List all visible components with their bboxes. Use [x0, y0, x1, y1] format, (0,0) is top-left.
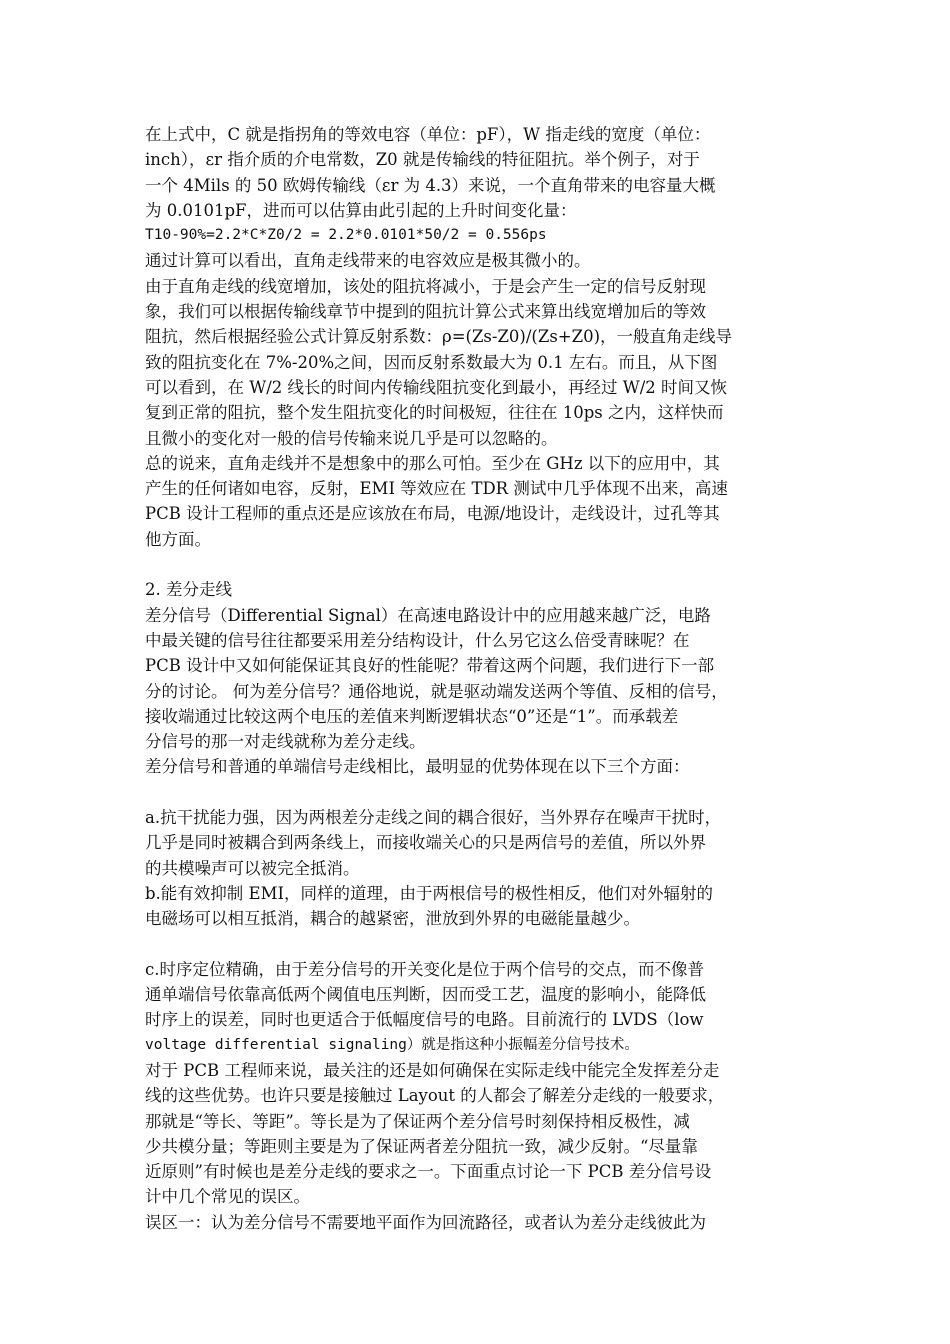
text-line: 差分信号和普通的单端信号走线相比，最明显的优势体现在以下三个方面： [145, 757, 690, 777]
text-line: 分信号的那一对走线就称为差分走线。 [145, 732, 426, 752]
text-line: 计中几个常见的误区。 [145, 1187, 310, 1207]
text-line: 他方面。 [145, 529, 211, 549]
text-line: 差分信号（Differential Signal）在高速电路设计中的应用越来越广泛，电路 [145, 605, 711, 625]
text-line: PCB 设计工程师的重点还是应该放在布局，电源/地设计，走线设计，过孔等其 [145, 504, 720, 524]
document-page [145, 122, 825, 1235]
text-line: 通过计算可以看出，直角走线带来的电容效应是极其微小的。 [145, 251, 591, 271]
text-line: 中最关键的信号往往都要采用差分结构设计，什么另它这么倍受青睐呢？在 [145, 630, 690, 650]
text-line: 由于直角走线的线宽增加，该处的阻抗将减小，于是会产生一定的信号反射现 [145, 276, 706, 296]
section-right-angle-trace [145, 122, 825, 552]
text-line: 阻抗，然后根据经验公式计算反射系数：ρ=(Zs-Z0)/(Zs+Z0)，一般直角走线导 [145, 327, 733, 347]
text-line: 分的讨论。 何为差分信号？通俗地说，就是驱动端发送两个等值、反相的信号， [145, 681, 728, 701]
formula-line: T10-90%=2.2*C*Z0/2 = 2.2*0.0101*50/2 = 0.556ps [145, 227, 547, 244]
blank-line [145, 780, 825, 805]
advantage-a [145, 805, 825, 881]
text-line: 的共模噪声可以被完全抵消。 [145, 858, 360, 878]
section-heading: 2. 差分走线 [145, 580, 232, 600]
text-line: c.时序定位精确，由于差分信号的开关变化是位于两个信号的交点，而不像普 [145, 959, 704, 979]
blank-line [145, 932, 825, 957]
text-line: a.抗干扰能力强，因为两根差分走线之间的耦合很好，当外界存在噪声干扰时， [145, 808, 722, 828]
text-line: 接收端通过比较这两个电压的差值来判断逻辑状态“0”还是“1”。而承载差 [145, 706, 679, 726]
text-line: 时序上的误差，同时也更适合于低幅度信号的电路。目前流行的 LVDS（low [145, 1010, 704, 1030]
text-line: 产生的任何诸如电容，反射，EMI 等效应在 TDR 测试中几乎体现不出来，高速 [145, 479, 728, 499]
section-differential-trace [145, 577, 825, 1235]
text-line: 电磁场可以相互抵消，耦合的越紧密，泄放到外界的电磁能量越少。 [145, 909, 640, 929]
text-line: 一个 4Mils 的 50 欧姆传输线（εr 为 4.3）来说，一个直角带来的电容量大概 [145, 175, 716, 195]
text-line: voltage differential signaling）就是指这种小振幅差分信号技术。 [145, 1036, 639, 1053]
text-line: 为 0.0101pF，进而可以估算由此引起的上升时间变化量： [145, 200, 577, 220]
advantage-c [145, 957, 825, 1235]
text-line: 近原则”有时候也是差分走线的要求之一。下面重点讨论一下 PCB 差分信号设 [145, 1162, 712, 1182]
text-line: 线的这些优势。也许只要是接触过 Layout 的人都会了解差分走线的一般要求， [145, 1086, 725, 1106]
advantage-b [145, 881, 825, 932]
text-line: inch），εr 指介质的介电常数，Z0 就是传输线的特征阻抗。举个例子，对于 [145, 150, 700, 170]
text-line: 复到正常的阻抗，整个发生阻抗变化的时间极短，往往在 10ps 之内，这样快而 [145, 403, 724, 423]
text-line: 总的说来，直角走线并不是想象中的那么可怕。至少在 GHz 以下的应用中，其 [145, 453, 720, 473]
text-line: b.能有效抑制 EMI，同样的道理，由于两根信号的极性相反，他们对外辐射的 [145, 883, 714, 903]
blank-line [145, 552, 825, 577]
text-line: 少共模分量；等距则主要是为了保证两者差分阻抗一致，减少反射。“尽量靠 [145, 1136, 698, 1156]
text-line: 在上式中，C 就是指拐角的等效电容（单位：pF），W 指走线的宽度（单位： [145, 125, 711, 144]
text-line: 那就是“等长、等距”。等长是为了保证两个差分信号时刻保持相反极性，减 [145, 1111, 690, 1131]
text-line: 几乎是同时被耦合到两条线上，而接收端关心的只是两信号的差值，所以外界 [145, 833, 706, 853]
text-line: 象，我们可以根据传输线章节中提到的阻抗计算公式来算出线宽增加后的等效 [145, 302, 706, 322]
text-line: 误区一：认为差分信号不需要地平面作为回流路径，或者认为差分走线彼此为 [145, 1212, 706, 1232]
text-line: PCB 设计中又如何能保证其良好的性能呢？带着这两个问题，我们进行下一部 [145, 656, 715, 676]
text-line: 且微小的变化对一般的信号传输来说几乎是可以忽略的。 [145, 428, 558, 448]
text-line: 可以看到，在 W/2 线长的时间内传输线阻抗变化到最小，再经过 W/2 时间又恢 [145, 377, 728, 397]
text-line: 对于 PCB 工程师来说，最关注的还是如何确保在实际走线中能完全发挥差分走 [145, 1060, 720, 1080]
text-line: 致的阻抗变化在 7%-20%之间，因而反射系数最大为 0.1 左右。而且，从下图 [145, 352, 718, 372]
text-line: 通单端信号依靠高低两个阈值电压判断，因而受工艺，温度的影响小，能降低 [145, 985, 706, 1005]
